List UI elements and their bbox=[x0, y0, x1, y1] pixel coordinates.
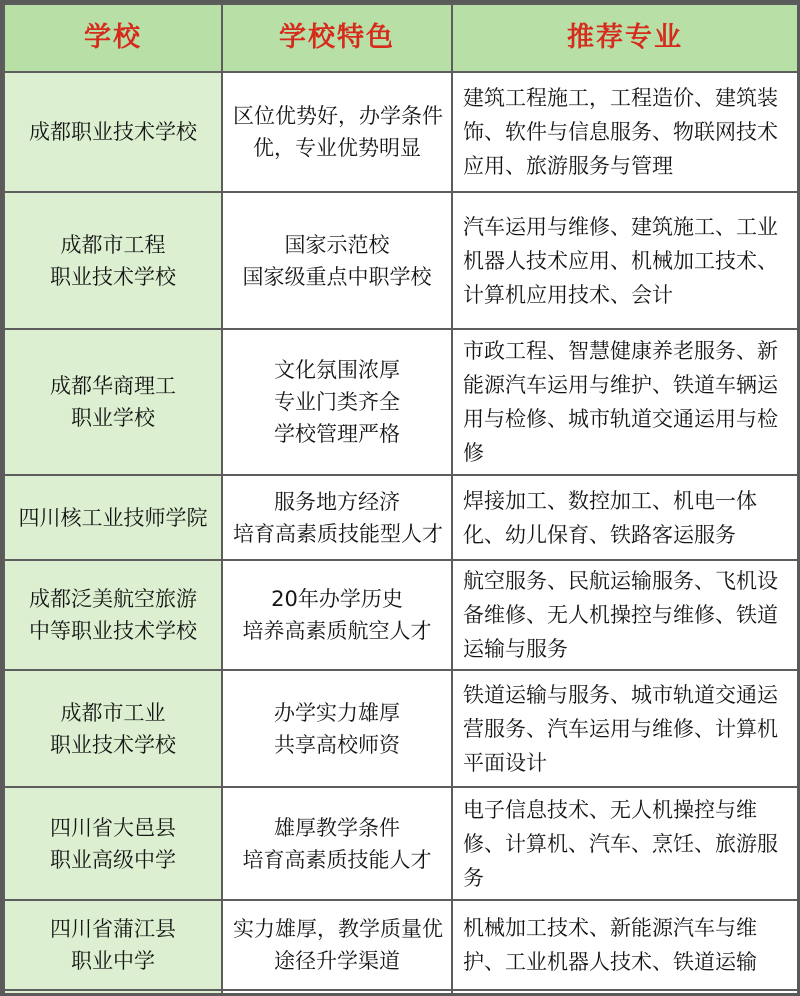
school-feature-cell bbox=[222, 329, 452, 475]
feature-line: 国家级重点中职学校 bbox=[242, 264, 432, 289]
majors-line: 汽车运用与维修、建筑施工、工业 bbox=[463, 214, 778, 239]
majors-line: 机器人技术应用、机械加工技术、 bbox=[463, 248, 778, 273]
feature-line: 国家示范校 bbox=[284, 232, 390, 257]
header-feature: 学校特色 bbox=[222, 4, 452, 72]
school-feature-cell bbox=[222, 787, 452, 900]
majors-cell bbox=[452, 560, 798, 670]
school-recommendation-table bbox=[3, 3, 799, 996]
school-name-cell bbox=[4, 990, 222, 996]
majors-line: 航空服务、民航运输服务、飞机设 bbox=[463, 569, 778, 593]
majors-cell bbox=[452, 72, 798, 192]
school-name-cell bbox=[4, 900, 222, 990]
feature-line: 区位优势好，办学条件 bbox=[233, 104, 443, 128]
majors-line: 运输与服务 bbox=[463, 637, 568, 661]
school-feature-cell bbox=[222, 670, 452, 787]
table-row bbox=[4, 560, 798, 670]
school-name-line: 四川省大邑县 bbox=[50, 815, 176, 840]
majors-cell bbox=[452, 787, 798, 900]
majors-cell bbox=[452, 670, 798, 787]
majors-line: 计算机应用技术、会计 bbox=[463, 282, 673, 307]
feature-line: 实力雄厚，教学质量优 bbox=[233, 917, 443, 941]
school-feature-cell bbox=[222, 192, 452, 329]
school-name-cell bbox=[4, 475, 222, 560]
school-name-cell bbox=[4, 329, 222, 475]
majors-cell bbox=[452, 990, 798, 996]
school-name-line: 成都职业技术学校 bbox=[29, 120, 197, 144]
school-name-line: 中等职业技术学校 bbox=[29, 619, 197, 643]
feature-line: 学校管理严格 bbox=[274, 422, 400, 446]
majors-line: 护、工业机器人技术、铁道运输 bbox=[463, 950, 757, 974]
majors-cell bbox=[452, 192, 798, 329]
majors-cell bbox=[452, 475, 798, 560]
school-name-line: 职业学校 bbox=[71, 406, 155, 430]
majors-line: 修、计算机、汽车、烹饪、旅游服 bbox=[463, 831, 778, 856]
school-feature-cell bbox=[222, 990, 452, 996]
majors-cell bbox=[452, 900, 798, 990]
feature-line: 优，专业优势明显 bbox=[253, 136, 421, 160]
majors-line: 平面设计 bbox=[463, 750, 547, 775]
header-school: 学校 bbox=[4, 4, 222, 72]
school-name-cell bbox=[4, 560, 222, 670]
table-row bbox=[4, 475, 798, 560]
school-feature-cell bbox=[222, 560, 452, 670]
feature-line: 服务地方经济 bbox=[274, 489, 400, 514]
table-row-partial bbox=[4, 990, 798, 996]
majors-line: 务 bbox=[463, 865, 484, 890]
feature-line: 培育高素质技能型人才 bbox=[233, 521, 443, 546]
school-feature-cell bbox=[222, 900, 452, 990]
school-name-line: 职业中学 bbox=[71, 949, 155, 973]
majors-line: 用与检修、城市轨道交通运用与检 bbox=[463, 407, 778, 431]
school-name-line: 四川核工业技师学院 bbox=[18, 505, 208, 530]
school-name-cell bbox=[4, 72, 222, 192]
school-feature-cell bbox=[222, 475, 452, 560]
majors-line: 饰、软件与信息服务、物联网技术 bbox=[463, 120, 778, 144]
majors-cell bbox=[452, 329, 798, 475]
majors-line: 铁道运输与服务、城市轨道交通运 bbox=[463, 682, 778, 707]
feature-line: 培育高素质技能人才 bbox=[242, 847, 432, 872]
feature-line: 20年办学历史 bbox=[271, 587, 403, 611]
majors-line: 备维修、无人机操控与维修、铁道 bbox=[463, 603, 778, 627]
table-row bbox=[4, 72, 798, 192]
school-name-line: 职业技术学校 bbox=[50, 264, 176, 289]
table-header-row bbox=[4, 4, 798, 72]
school-name-cell bbox=[4, 192, 222, 329]
school-name-line: 职业高级中学 bbox=[50, 847, 176, 872]
feature-line: 途径升学渠道 bbox=[274, 949, 400, 973]
table-row bbox=[4, 787, 798, 900]
school-feature-cell bbox=[222, 72, 452, 192]
majors-line: 化、幼儿保育、铁路客运服务 bbox=[463, 522, 736, 547]
majors-line: 机械加工技术、新能源汽车与维 bbox=[463, 916, 757, 940]
school-name-cell bbox=[4, 787, 222, 900]
school-name-line: 成都市工程 bbox=[60, 232, 166, 257]
majors-line: 修 bbox=[463, 441, 484, 465]
feature-line: 雄厚教学条件 bbox=[274, 815, 400, 840]
majors-line: 营服务、汽车运用与维修、计算机 bbox=[463, 716, 778, 741]
table-row bbox=[4, 670, 798, 787]
majors-line: 能源汽车运用与维护、铁道车辆运 bbox=[463, 373, 778, 397]
majors-line: 建筑工程施工，工程造价、建筑装 bbox=[463, 86, 778, 110]
majors-line: 市政工程、智慧健康养老服务、新 bbox=[463, 339, 778, 363]
feature-line: 文化氛围浓厚 bbox=[274, 358, 400, 382]
school-name-line: 成都市工业 bbox=[60, 700, 166, 725]
school-name-line: 四川省蒲江县 bbox=[50, 917, 176, 941]
school-name-line: 成都泛美航空旅游 bbox=[29, 587, 197, 611]
feature-line: 办学实力雄厚 bbox=[274, 700, 400, 725]
feature-line: 共享高校师资 bbox=[274, 732, 400, 757]
majors-line: 电子信息技术、无人机操控与维 bbox=[463, 797, 757, 822]
feature-line: 培养高素质航空人才 bbox=[242, 619, 432, 643]
majors-line: 焊接加工、数控加工、机电一体 bbox=[463, 488, 757, 513]
school-name-cell bbox=[4, 670, 222, 787]
table-row bbox=[4, 900, 798, 990]
majors-line: 应用、旅游服务与管理 bbox=[463, 154, 673, 178]
table-row bbox=[4, 329, 798, 475]
school-name-line: 成都华商理工 bbox=[50, 374, 176, 398]
school-name-line: 职业技术学校 bbox=[50, 732, 176, 757]
table-row bbox=[4, 192, 798, 329]
feature-line: 专业门类齐全 bbox=[274, 390, 400, 414]
header-majors: 推荐专业 bbox=[452, 4, 798, 72]
